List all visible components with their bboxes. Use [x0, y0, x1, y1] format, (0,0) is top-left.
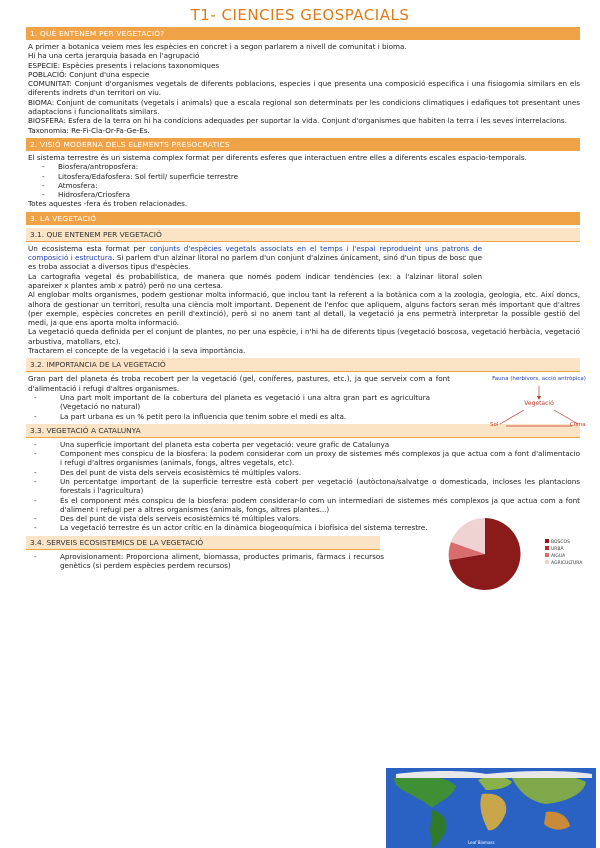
s31-p1c: . Si parlem d'un alzinar litoral no parlem d'un conjunt d'alzines únicament, sinó d'un tipus de bosc que es troba associat a diversos tipus d'espècies.	[28, 253, 483, 272]
diagram-center: Vegetació	[524, 400, 554, 407]
list-item: - Biosfera/antroposfera:	[28, 162, 580, 171]
s31-p1	[28, 244, 482, 272]
list-item: - Des del punt de vista dels serveis ecosistèmics té múltiples valors.	[28, 468, 580, 477]
list-item: - És el component més conspicu de la biosfera: podem considerar-lo com un intermediari de sistemes més complexos ja que actua com a font d'aliment i refugi per a altres organismes (animals, fongs, altres plantes...)	[28, 496, 580, 515]
map-label: Leaf Biomass	[468, 840, 495, 845]
world-map-shapes	[386, 768, 596, 848]
list-item: - La vegetació terrestre és un actor crític en la dinàmica biogeoquímica i biofísica del sistema terrestre.	[28, 523, 580, 532]
def-poblacio: POBLACIÓ: Conjunt d'una especie	[28, 69, 150, 79]
taxonomia: Taxonomia: Re-Fi-Cla-Or-Fa-Ge-Es.	[28, 125, 150, 135]
list-item: - La part urbana es un % petit pero la influencia que tenim sobre el medi es alta.	[28, 412, 430, 421]
def-bioma: BIOMA: Conjunt de comunitats (vegetals i animals) que a escala regional son determinats per les condicions climatiques i edafiques tot presentant unes adaptacions i funcionalitats similars.	[28, 97, 580, 117]
section-2-heading: 2. VISIÓ MODERNA DELS ELEMENTS PRESOCRATICS	[26, 138, 580, 151]
s2-intro: El sistema terrestre és un sistema complex format per diferents esferes que interactuen entre elles a diferents escales espacio-temporals.	[28, 152, 527, 162]
leaf-biomass-map	[386, 768, 596, 848]
pie-legend	[545, 539, 582, 567]
legend-item: AGRICULTURA	[545, 560, 582, 567]
s1-intro: A primer a botanica veiem mes les espècies en concret i a segon parlarem a nivell de comunitat i bioma.	[28, 42, 407, 51]
list-item: - Una part molt important de la cobertura del planeta es vegetació i una altra gran part es agricultura (Vegetació no natural)	[28, 393, 430, 412]
subsection-3-2-heading: 3.2. IMPORTANCIA DE LA VEGETACIÓ	[26, 358, 580, 372]
highlight-definition: conjunts d'espècies vegetals associats en el temps i l'espai reprodueint uns patrons de composició i estructura	[28, 243, 482, 263]
s31-p2: La cartografia vegetal és probabilística, de manera que només podem indicar tendències (ex: a l'alzinar litoral solen apareixer x plantes amb x patró) però no una certesa.	[28, 271, 482, 290]
section-3-heading: 3. LA VEGETACIÓ	[26, 212, 580, 225]
section-1-heading: 1. QUÈ ENTENEM PER VEGETACIÓ?	[26, 27, 580, 40]
s31-p1a: Un ecosistema esta format per	[28, 243, 150, 253]
list-item: - Hidrosfera/Criosfera	[28, 190, 580, 199]
diagram-right: Clima	[570, 422, 586, 428]
legend-item: BOSCOS	[545, 539, 582, 546]
subsection-3-4-heading: 3.4. SERVEIS ECOSISTEMICS DE LA VEGETACIÓ	[26, 536, 380, 550]
list-item: - Component mes conspicu de la biosfera: la podem considerar com un proxy de sistemes més complexos ja que actua com a font d'alimentacio i refugi d'altres organismes (animals, fongs, altres vegetals, etc).	[28, 449, 580, 468]
list-item: - Una superficie important del planeta esta coberta per vegetació: veure grafic de Catalunya	[28, 440, 580, 449]
importance-list	[0, 393, 450, 421]
list-item: - Atmosfera:	[28, 181, 580, 190]
legend-item: URBÀ	[545, 546, 582, 553]
diagram-left: Sòl	[490, 422, 499, 428]
list-item: - Un percentatge important de la superficie terrestre està cobert per vegetació (autòctona/salvatge o domesticada, incloses les plantacions forestals i l'agricultura)	[28, 477, 580, 496]
s31-p3: Al englobar molts organismes, podem gestionar molta informació, que inclou tant la referent a la botànica com a la zoologia, geologia, etc. Així doncs, alhora de gestionar un territori, resulta una ciència molt important. Depenent de l'enfoc que apliquem, alguns factors seran més important que d'altres (per exemple, espècies concretes en perill d'extinció), però si no anem tant al detall, la vegetació ja ens permetrà interpretar la possible gestió del medi, ja que ens aporta molta informació.	[28, 290, 580, 328]
s31-p5: Tractarem el concepte de la vegetació i la seva importància.	[28, 346, 246, 356]
list-item: - Aprovisionament: Proporciona aliment, biomassa, productes primaris, fàrmacs i recursos genètics (si perdem espècies perdem recursos)	[28, 552, 384, 571]
def-especie: ESPECIE: Espècies presents i relacions taxonomiques	[28, 60, 220, 70]
def-comunitat: COMUNITAT: Conjunt d'organismes vegetals de diferents poblacions, especies i que presenta una composició especifica i una fisiogomia similars en els diferents indrets d'un territori on viu.	[28, 79, 580, 98]
s32-intro: Gran part del planeta és troba recobert per la vegetació (gel, coníferes, pastures, etc.), ja que serveix com a font d'alimentació i refugi d'altres organismes.	[28, 374, 450, 393]
subsection-3-3-heading: 3.3. VEGETACIÓ A CATALUNYA	[26, 424, 580, 438]
s1-hierarchy: Hi ha una certa jerarquia basada en l'agrupació	[28, 51, 200, 61]
land-cover-pie	[440, 514, 530, 594]
diagram-top: Fauna (herbívors, acció antròpica)	[492, 376, 586, 382]
list-item: - Des del punt de vista dels serveis ecosistèmics té múltiples valors.	[28, 514, 580, 523]
list-item: - Litosfera/Edafosfera: Sol fertil/ superficie terrestre	[28, 172, 580, 181]
vegetation-diagram	[484, 376, 594, 436]
legend-item: AIGUA	[545, 553, 582, 560]
def-biosfera: BIOSFERA: Esfera de la terra on hi ha condicions adequades per suportar la vida. Conjunt d'organismes que habiten la terra i les seves interrelacions.	[28, 116, 567, 126]
s2-outro: Totes aquestes -fera és troben relacionades.	[28, 199, 188, 209]
spheres-list	[0, 162, 600, 199]
subsection-3-1-heading: 3.1. QUE ENTENEM PER VEGETACIÓ	[26, 228, 580, 242]
s31-p4: La vegetació queda definida per el conjunt de plantes, no per una espècie, i n'hi ha de diferents tipus (vegetació boscosa, vegetació herbàcia, vegetació arbustiva, matollars, etc).	[28, 327, 580, 346]
page-title: T1- CIENCIES GEOSPACIALS	[190, 6, 410, 24]
